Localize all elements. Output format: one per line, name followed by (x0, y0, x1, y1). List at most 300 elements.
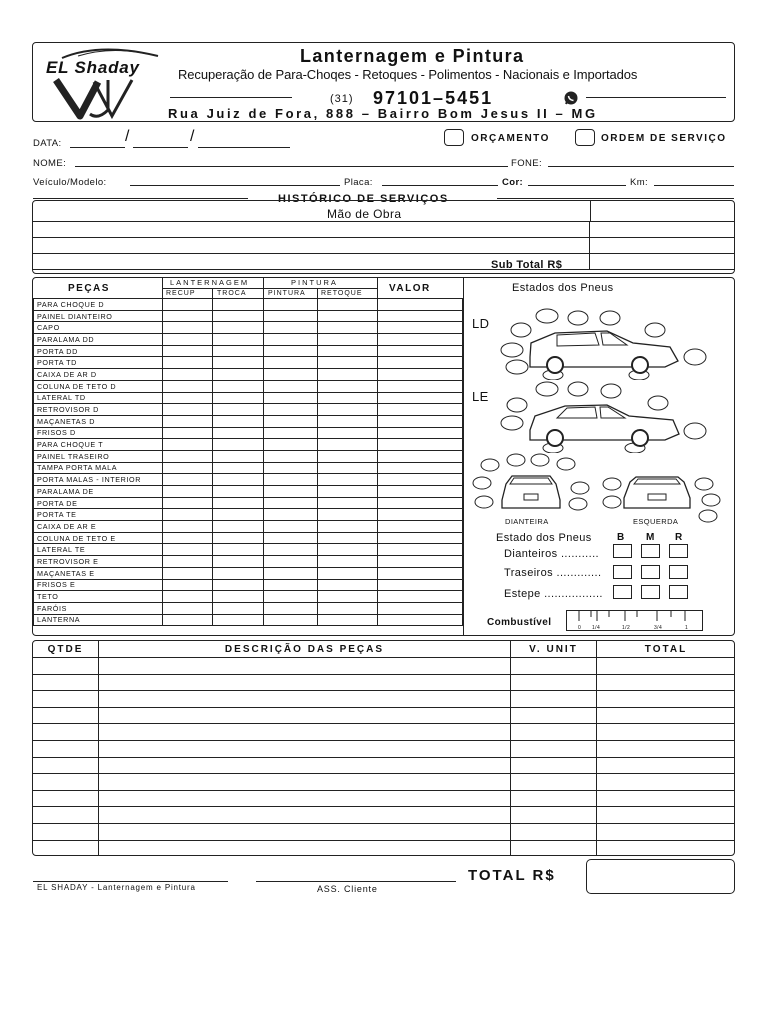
lanternagem-header: LANTERNAGEM (170, 278, 250, 287)
troca-cell[interactable] (213, 556, 264, 568)
valor-cell[interactable] (378, 521, 463, 533)
descricao-cell[interactable] (99, 790, 511, 807)
valor-cell[interactable] (378, 602, 463, 614)
parts-row (34, 439, 463, 451)
troca-cell[interactable] (213, 532, 264, 544)
valor-cell[interactable] (378, 462, 463, 474)
valor-cell[interactable] (378, 334, 463, 346)
part-name: MAÇANETAS E (34, 567, 163, 579)
car-left-side-diagram (495, 378, 710, 453)
divider (33, 198, 248, 199)
part-name: PORTA DD (34, 345, 163, 357)
fuel-gauge[interactable] (566, 610, 703, 631)
descricao-header: DESCRIÇÃO DAS PEÇAS (99, 641, 511, 658)
signature-line[interactable] (256, 881, 456, 882)
parts-row (34, 322, 463, 334)
pintura-cell[interactable] (264, 509, 318, 521)
part-name: MAÇANETAS D (34, 415, 163, 427)
valor-cell[interactable] (378, 509, 463, 521)
parts-row (34, 404, 463, 416)
troca-cell[interactable] (213, 544, 264, 556)
recup-cell[interactable] (163, 544, 213, 556)
tire-estepe-b[interactable] (613, 585, 632, 599)
retoque-cell[interactable] (318, 591, 378, 603)
troca-header: TROCA (217, 290, 247, 297)
orcamento-checkbox[interactable] (444, 129, 464, 146)
retoque-cell[interactable] (318, 380, 378, 392)
retoque-cell[interactable] (318, 392, 378, 404)
divider (162, 288, 377, 289)
recup-cell[interactable] (163, 415, 213, 427)
vunit-cell[interactable] (511, 840, 597, 856)
fone-field[interactable] (548, 166, 734, 167)
retoque-cell[interactable] (318, 369, 378, 381)
company-line (33, 881, 228, 882)
troca-cell[interactable] (213, 462, 264, 474)
troca-cell[interactable] (213, 392, 264, 404)
pecas-header: PEÇAS (68, 283, 110, 294)
pintura-cell[interactable] (264, 556, 318, 568)
cor-field[interactable] (528, 185, 626, 186)
tire-traseiros-r[interactable] (669, 565, 688, 579)
pintura-cell[interactable] (264, 345, 318, 357)
pintura-cell[interactable] (264, 544, 318, 556)
pintura-cell[interactable] (264, 521, 318, 533)
qtde-cell[interactable] (33, 840, 99, 856)
troca-cell[interactable] (213, 509, 264, 521)
fuel-tick-quarter: 1/4 (592, 625, 601, 631)
divider (212, 288, 213, 298)
retoque-cell[interactable] (318, 439, 378, 451)
total-cell[interactable] (597, 757, 736, 774)
troca-cell[interactable] (213, 439, 264, 451)
ordem-servico-checkbox[interactable] (575, 129, 595, 146)
vunit-cell[interactable] (511, 658, 597, 675)
recup-cell[interactable] (163, 369, 213, 381)
combustivel-label: Combustível (487, 617, 552, 628)
valor-cell[interactable] (378, 567, 463, 579)
recup-cell[interactable] (163, 439, 213, 451)
retoque-cell[interactable] (318, 556, 378, 568)
pintura-cell[interactable] (264, 334, 318, 346)
retoque-cell[interactable] (318, 486, 378, 498)
qtde-cell[interactable] (33, 790, 99, 807)
parts-row (34, 497, 463, 509)
qtde-cell[interactable] (33, 757, 99, 774)
pintura-cell[interactable] (264, 357, 318, 369)
part-name: RETROVISOR D (34, 404, 163, 416)
historico-value-cell[interactable] (590, 254, 736, 270)
troca-cell[interactable] (213, 591, 264, 603)
valor-cell[interactable] (378, 392, 463, 404)
part-name: PORTA TD (34, 357, 163, 369)
pintura-cell[interactable] (264, 474, 318, 486)
recup-cell[interactable] (163, 380, 213, 392)
descricao-cell[interactable] (99, 658, 511, 675)
retoque-cell[interactable] (318, 544, 378, 556)
total-cell[interactable] (597, 724, 736, 741)
grade-m: M (646, 532, 655, 543)
pintura-cell[interactable] (264, 532, 318, 544)
retoque-cell[interactable] (318, 474, 378, 486)
date-year-field[interactable] (198, 147, 290, 148)
pintura-cell[interactable] (264, 310, 318, 322)
subtotal-label: Sub Total R$ (491, 259, 563, 271)
historico-cell[interactable] (33, 238, 590, 254)
total-cell[interactable] (597, 823, 736, 840)
retoque-cell[interactable] (318, 345, 378, 357)
vunit-cell[interactable] (511, 707, 597, 724)
descricao-cell[interactable] (99, 707, 511, 724)
tire-dianteiros-r[interactable] (669, 544, 688, 558)
valor-cell[interactable] (378, 369, 463, 381)
pintura-cell[interactable] (264, 462, 318, 474)
item-row (33, 757, 736, 774)
troca-cell[interactable] (213, 567, 264, 579)
date-month-field[interactable] (133, 147, 188, 148)
parts-row (34, 392, 463, 404)
valor-cell[interactable] (378, 310, 463, 322)
fone-label: FONE: (511, 158, 543, 169)
recup-cell[interactable] (163, 310, 213, 322)
parts-row (34, 345, 463, 357)
valor-cell[interactable] (378, 556, 463, 568)
retoque-cell[interactable] (318, 334, 378, 346)
valor-header: VALOR (389, 283, 431, 294)
qtde-cell[interactable] (33, 707, 99, 724)
pintura-cell[interactable] (264, 392, 318, 404)
parts-row (34, 614, 463, 626)
placa-label: Placa: (344, 177, 373, 188)
troca-cell[interactable] (213, 334, 264, 346)
troca-cell[interactable] (213, 450, 264, 462)
pintura-cell[interactable] (264, 322, 318, 334)
qtde-cell[interactable] (33, 724, 99, 741)
dianteiros-label: Dianteiros ........... (504, 548, 599, 560)
total-label: TOTAL R$ (468, 867, 556, 884)
valor-cell[interactable] (378, 322, 463, 334)
pintura-cell[interactable] (264, 486, 318, 498)
valor-cell[interactable] (378, 404, 463, 416)
part-name: COLUNA DE TETO D (34, 380, 163, 392)
pintura-cell[interactable] (264, 299, 318, 311)
recup-cell[interactable] (163, 532, 213, 544)
recup-cell[interactable] (163, 579, 213, 591)
retoque-cell[interactable] (318, 497, 378, 509)
recup-cell[interactable] (163, 602, 213, 614)
valor-cell[interactable] (378, 357, 463, 369)
esquerda-label: ESQUERDA (633, 517, 679, 526)
troca-cell[interactable] (213, 579, 264, 591)
recup-cell[interactable] (163, 427, 213, 439)
valor-cell[interactable] (378, 345, 463, 357)
recup-cell[interactable] (163, 299, 213, 311)
troca-cell[interactable] (213, 310, 264, 322)
troca-cell[interactable] (213, 602, 264, 614)
historico-table (32, 221, 735, 270)
recup-cell[interactable] (163, 345, 213, 357)
recup-cell[interactable] (163, 404, 213, 416)
vunit-cell[interactable] (511, 757, 597, 774)
part-name: FRISOS D (34, 427, 163, 439)
retoque-cell[interactable] (318, 521, 378, 533)
valor-cell[interactable] (378, 474, 463, 486)
part-name: PARA CHOQUE D (34, 299, 163, 311)
qtde-cell[interactable] (33, 774, 99, 791)
part-name: LATERAL TE (34, 544, 163, 556)
total-field[interactable] (586, 859, 735, 894)
troca-cell[interactable] (213, 497, 264, 509)
tire-traseiros-b[interactable] (613, 565, 632, 579)
recup-cell[interactable] (163, 474, 213, 486)
recup-cell[interactable] (163, 392, 213, 404)
retoque-cell[interactable] (318, 415, 378, 427)
retoque-cell[interactable] (318, 299, 378, 311)
recup-cell[interactable] (163, 509, 213, 521)
parts-row (34, 486, 463, 498)
item-row (33, 658, 736, 675)
car-rear-diagram (598, 462, 728, 524)
valor-cell[interactable] (378, 415, 463, 427)
troca-cell[interactable] (213, 345, 264, 357)
troca-cell[interactable] (213, 380, 264, 392)
recup-cell[interactable] (163, 497, 213, 509)
valor-cell[interactable] (378, 614, 463, 626)
tire-dianteiros-m[interactable] (641, 544, 660, 558)
parts-table (33, 298, 463, 626)
grade-b: B (617, 532, 625, 543)
recup-cell[interactable] (163, 556, 213, 568)
recup-cell[interactable] (163, 462, 213, 474)
retoque-header: RETOQUE (321, 290, 363, 297)
vunit-cell[interactable] (511, 724, 597, 741)
pintura-header: PINTURA (291, 278, 338, 287)
part-name: RETROVISOR E (34, 556, 163, 568)
footer-company: EL SHADAY - Lanternagem e Pintura (37, 883, 196, 892)
vunit-header: V. UNIT (511, 641, 597, 658)
tire-estepe-r[interactable] (669, 585, 688, 599)
items-table (32, 640, 735, 856)
pintura-cell[interactable] (264, 450, 318, 462)
troca-cell[interactable] (213, 486, 264, 498)
troca-cell[interactable] (213, 369, 264, 381)
valor-cell[interactable] (378, 380, 463, 392)
descricao-cell[interactable] (99, 740, 511, 757)
part-name: PARALAMA DD (34, 334, 163, 346)
historico-box (32, 200, 735, 274)
pintura-cell[interactable] (264, 497, 318, 509)
troca-cell[interactable] (213, 299, 264, 311)
total-cell[interactable] (597, 740, 736, 757)
part-name: CAPO (34, 322, 163, 334)
recup-cell[interactable] (163, 322, 213, 334)
date-day-field[interactable] (70, 147, 125, 148)
troca-cell[interactable] (213, 404, 264, 416)
total-cell[interactable] (597, 790, 736, 807)
pintura-cell[interactable] (264, 404, 318, 416)
parts-row (34, 579, 463, 591)
cor-label: Cor: (502, 177, 524, 188)
valor-cell[interactable] (378, 299, 463, 311)
fuel-tick-full: 1 (685, 625, 689, 631)
recup-cell[interactable] (163, 567, 213, 579)
valor-cell[interactable] (378, 450, 463, 462)
vunit-cell[interactable] (511, 674, 597, 691)
nome-field[interactable] (75, 166, 508, 167)
troca-cell[interactable] (213, 322, 264, 334)
valor-cell[interactable] (378, 497, 463, 509)
total-cell[interactable] (597, 674, 736, 691)
qtde-cell[interactable] (33, 674, 99, 691)
troca-cell[interactable] (213, 614, 264, 626)
divider (377, 277, 378, 298)
pintura-cell[interactable] (264, 415, 318, 427)
le-label: LE (472, 389, 489, 404)
pintura-cell[interactable] (264, 380, 318, 392)
veiculo-field[interactable] (130, 185, 340, 186)
retoque-cell[interactable] (318, 450, 378, 462)
valor-cell[interactable] (378, 591, 463, 603)
divider (463, 277, 464, 636)
estado-title: Estado dos Pneus (496, 532, 592, 544)
retoque-cell[interactable] (318, 509, 378, 521)
parts-row (34, 299, 463, 311)
total-cell[interactable] (597, 840, 736, 856)
part-name: CAIXA DE AR D (34, 369, 163, 381)
qtde-cell[interactable] (33, 823, 99, 840)
item-row (33, 774, 736, 791)
troca-cell[interactable] (213, 521, 264, 533)
pintura-cell[interactable] (264, 579, 318, 591)
part-name: PORTA DE (34, 497, 163, 509)
retoque-cell[interactable] (318, 602, 378, 614)
qtde-cell[interactable] (33, 691, 99, 708)
recup-cell[interactable] (163, 486, 213, 498)
item-row (33, 724, 736, 741)
part-name: PARALAMA DE (34, 486, 163, 498)
retoque-cell[interactable] (318, 462, 378, 474)
valor-cell[interactable] (378, 532, 463, 544)
vunit-cell[interactable] (511, 823, 597, 840)
troca-cell[interactable] (213, 415, 264, 427)
recup-cell[interactable] (163, 334, 213, 346)
item-row (33, 840, 736, 856)
total-cell[interactable] (597, 774, 736, 791)
valor-cell[interactable] (378, 427, 463, 439)
recup-cell[interactable] (163, 591, 213, 603)
address: Rua Juiz de Fora, 888 – Bairro Bom Jesus II – MG (168, 106, 598, 121)
divider (170, 97, 292, 98)
parts-row (34, 415, 463, 427)
descricao-cell[interactable] (99, 823, 511, 840)
parts-row (34, 532, 463, 544)
retoque-cell[interactable] (318, 357, 378, 369)
part-name: LANTERNA (34, 614, 163, 626)
descricao-cell[interactable] (99, 757, 511, 774)
historico-value-cell[interactable] (590, 222, 736, 238)
troca-cell[interactable] (213, 427, 264, 439)
veiculo-label: Veículo/Modelo: (33, 177, 107, 188)
retoque-cell[interactable] (318, 567, 378, 579)
pintura-cell[interactable] (264, 602, 318, 614)
troca-cell[interactable] (213, 357, 264, 369)
valor-cell[interactable] (378, 439, 463, 451)
descricao-cell[interactable] (99, 691, 511, 708)
part-name: FRISOS E (34, 579, 163, 591)
retoque-cell[interactable] (318, 322, 378, 334)
traseiros-label: Traseiros ............. (504, 567, 602, 579)
recup-cell[interactable] (163, 450, 213, 462)
qtde-cell[interactable] (33, 658, 99, 675)
total-cell[interactable] (597, 658, 736, 675)
retoque-cell[interactable] (318, 579, 378, 591)
pintura-cell[interactable] (264, 439, 318, 451)
tire-estepe-m[interactable] (641, 585, 660, 599)
divider (317, 288, 318, 298)
part-name: FARÓIS (34, 602, 163, 614)
pintura-cell[interactable] (264, 567, 318, 579)
valor-cell[interactable] (378, 486, 463, 498)
historico-cell[interactable] (33, 222, 590, 238)
descricao-cell[interactable] (99, 840, 511, 856)
retoque-cell[interactable] (318, 310, 378, 322)
retoque-cell[interactable] (318, 404, 378, 416)
recup-cell[interactable] (163, 521, 213, 533)
vunit-cell[interactable] (511, 691, 597, 708)
vunit-cell[interactable] (511, 740, 597, 757)
vunit-cell[interactable] (511, 790, 597, 807)
item-row (33, 807, 736, 824)
km-field[interactable] (654, 185, 734, 186)
pintura-cell[interactable] (264, 614, 318, 626)
retoque-cell[interactable] (318, 614, 378, 626)
logo (40, 44, 180, 122)
valor-cell[interactable] (378, 579, 463, 591)
part-name: TETO (34, 591, 163, 603)
valor-cell[interactable] (378, 544, 463, 556)
date-separator: / (125, 128, 130, 145)
page-title: Lanternagem e Pintura (300, 46, 525, 66)
parts-row (34, 602, 463, 614)
tire-traseiros-m[interactable] (641, 565, 660, 579)
pintura-cell[interactable] (264, 591, 318, 603)
qtde-cell[interactable] (33, 740, 99, 757)
retoque-cell[interactable] (318, 532, 378, 544)
historico-title: HISTÓRICO DE SERVIÇOS (278, 193, 449, 205)
total-cell[interactable] (597, 807, 736, 824)
troca-cell[interactable] (213, 474, 264, 486)
descricao-cell[interactable] (99, 724, 511, 741)
descricao-cell[interactable] (99, 774, 511, 791)
nome-label: NOME: (33, 158, 67, 169)
recup-cell[interactable] (163, 357, 213, 369)
descricao-cell[interactable] (99, 674, 511, 691)
part-name: PAINEL DIANTEIRO (34, 310, 163, 322)
total-cell[interactable] (597, 691, 736, 708)
placa-field[interactable] (382, 185, 498, 186)
qtde-cell[interactable] (33, 807, 99, 824)
retoque-cell[interactable] (318, 427, 378, 439)
recup-cell[interactable] (163, 614, 213, 626)
descricao-cell[interactable] (99, 807, 511, 824)
vunit-cell[interactable] (511, 807, 597, 824)
total-cell[interactable] (597, 707, 736, 724)
historico-value-cell[interactable] (590, 238, 736, 254)
pintura-cell[interactable] (264, 369, 318, 381)
tire-dianteiros-b[interactable] (613, 544, 632, 558)
vunit-cell[interactable] (511, 774, 597, 791)
pintura-cell[interactable] (264, 427, 318, 439)
